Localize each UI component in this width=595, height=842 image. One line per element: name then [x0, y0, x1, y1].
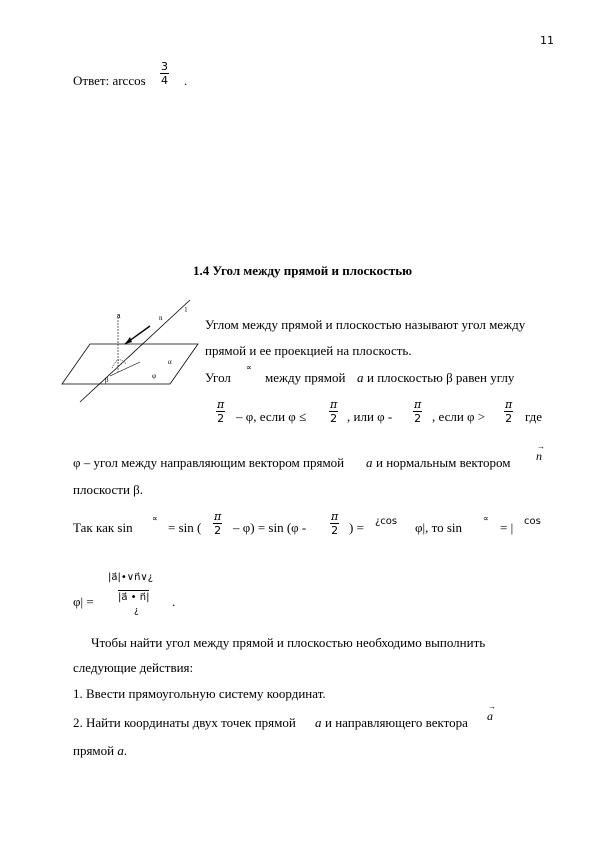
formula2-text-1: Так как sin — [73, 520, 133, 535]
vector-arrow-icon: → — [488, 702, 496, 711]
fraction-numerator: π — [505, 398, 513, 411]
definition-line-3-var — [357, 370, 364, 386]
variable-a: a — [117, 743, 124, 758]
formula2-text-5: φ|, то sin — [415, 520, 463, 535]
formula2-text-3: – φ) = sin (φ - — [233, 520, 307, 535]
alpha-symbol: ∝ — [152, 514, 158, 523]
answer-period: . — [184, 73, 188, 88]
plane-beta — [62, 344, 198, 384]
alpha-symbol: ∝ — [246, 363, 252, 372]
variable-a: a — [366, 455, 373, 470]
formula3-denominator: |a⃗ • n⃗| — [118, 592, 150, 603]
definition-line-1: Углом между прямой и плоскостью называют угол между — [205, 317, 526, 332]
fraction-denominator: 2 — [505, 412, 513, 425]
step2-line2-text: прямой — [73, 743, 115, 758]
procedure-step-2-var — [315, 715, 322, 731]
formula3-period: . — [172, 594, 176, 609]
fraction-numerator: π — [217, 398, 225, 411]
vector-n-letter: n — [536, 449, 542, 463]
formula3-numerator: |a⃗|•∨n⃗∨¿ — [108, 572, 154, 583]
definition-line-3-mid: между прямой — [265, 370, 346, 385]
pi-over-two-fraction — [413, 398, 422, 425]
fraction-denominator: 2 — [330, 412, 338, 425]
fraction-numerator: 3 — [161, 60, 168, 73]
definition-line-2: прямой и ее проекцией на плоскость. — [205, 343, 412, 358]
procedure-step-1: 1. Ввести прямоугольную систему координат. — [73, 686, 326, 701]
fraction-numerator: π — [330, 398, 338, 411]
procedure-step-2-start: 2. Найти координаты двух точек прямой — [73, 715, 296, 730]
formula1-text-3: , если φ > — [432, 409, 486, 424]
line-plane-figure — [60, 296, 200, 406]
formula2-text-2: = sin ( — [168, 520, 202, 535]
fraction-numerator: π — [414, 398, 422, 411]
procedure-step-2-end: и направляющего вектора — [325, 715, 468, 730]
pi-over-two-fraction — [504, 398, 513, 425]
line-a — [80, 300, 190, 402]
figure-label: α — [168, 358, 172, 366]
alpha-symbol: ∝ — [483, 514, 489, 523]
definition-line-3-end: и плоскостью β равен углу — [367, 370, 515, 385]
definition-line-3-start: Угол — [205, 370, 231, 385]
pi-over-two-fraction — [329, 398, 338, 425]
procedure-step-2-line-2 — [73, 743, 127, 759]
formula2-text-6: = | — [500, 520, 514, 535]
figure-label: β — [105, 376, 109, 384]
formula1-text-2: , или φ - — [347, 409, 393, 424]
phi-description-line-1-end: и нормальным вектором — [376, 455, 511, 470]
pi-over-two-fraction — [213, 510, 222, 537]
procedure-intro-1: Чтобы найти угол между прямой и плоскостью необходимо выполнить — [91, 635, 486, 650]
formula2-cos-1: ¿cos — [375, 516, 398, 527]
answer-label: Ответ: arccos — [73, 73, 146, 88]
direction-vector-a-symbol — [487, 702, 496, 724]
answer-fraction — [160, 60, 169, 87]
page-number: 11 — [540, 34, 554, 47]
formula1-text-1: – φ, если φ ≤ — [236, 409, 307, 424]
variable-a: a — [315, 715, 322, 730]
fraction-numerator: π — [331, 510, 339, 523]
normal-vector-n — [536, 442, 545, 464]
fraction-denominator: 2 — [414, 412, 422, 425]
fraction-denominator: 2 — [217, 412, 225, 425]
vector-arrow-head — [125, 337, 132, 344]
fraction-denominator: 2 — [214, 524, 222, 537]
figure-label: a — [117, 311, 121, 320]
phi-description-line-2: плоскости β. — [73, 482, 144, 497]
section-title: 1.4 Угол между прямой и плоскостью — [193, 263, 413, 278]
phi-description-var — [366, 455, 373, 471]
vector-arrow-icon: → — [537, 442, 545, 451]
formula3-lhs: φ| = — [73, 594, 94, 609]
figure-label: l — [185, 306, 187, 314]
variable-a: a — [357, 370, 364, 385]
vector-a-letter: a — [487, 709, 493, 723]
formula2-cos-2: cos — [524, 516, 541, 527]
projection-line — [110, 362, 140, 376]
fraction-denominator: 4 — [161, 74, 168, 87]
fraction-denominator: 2 — [331, 524, 339, 537]
phi-description-line-1-start: φ – угол между направляющим вектором прямой — [73, 455, 345, 470]
figure-label: n — [159, 314, 163, 322]
pi-over-two-fraction — [330, 510, 339, 537]
procedure-intro-2: следующие действия: — [73, 660, 194, 675]
formula1-text-4: где — [525, 409, 543, 424]
fraction-numerator: π — [214, 510, 222, 523]
figure-label: φ — [152, 372, 157, 380]
step2-line2-period: . — [123, 743, 128, 758]
pi-over-two-fraction — [216, 398, 225, 425]
formula2-text-4: ) = — [349, 520, 364, 535]
formula3-under: ¿ — [134, 606, 139, 616]
